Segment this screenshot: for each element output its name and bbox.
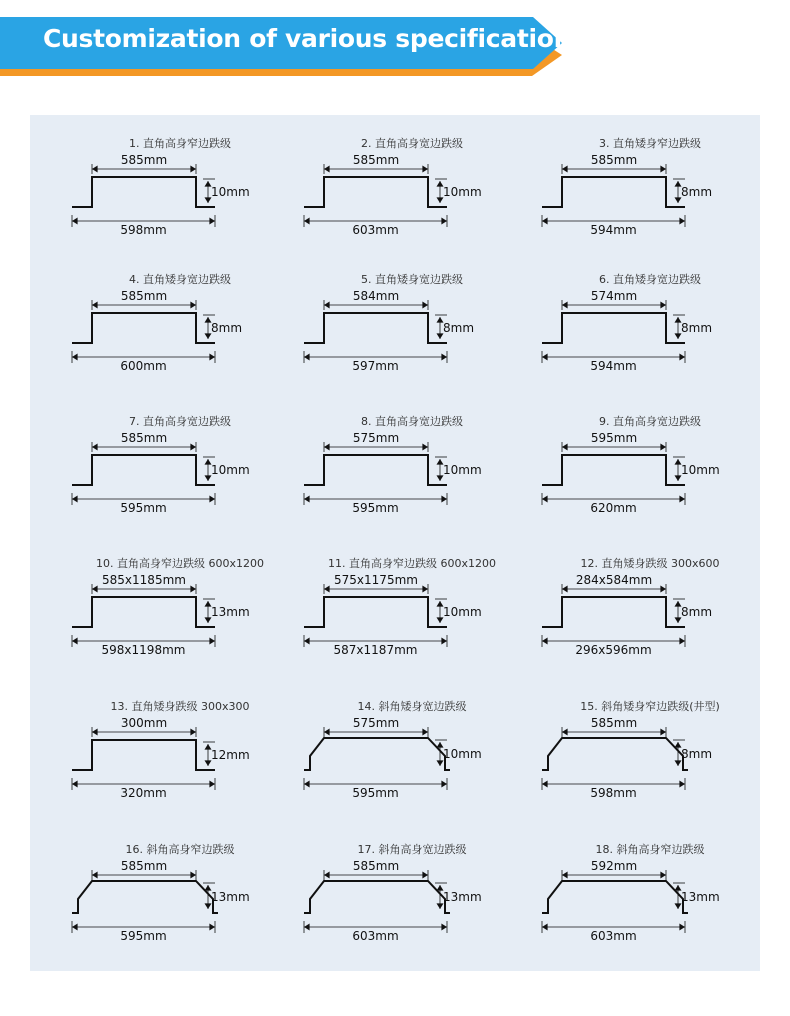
height-label: 10mm (443, 463, 482, 477)
profile-title: 16. 斜角高身窄边跌级 (125, 843, 235, 856)
profile-diagram (60, 841, 300, 983)
profile-outline (304, 177, 447, 207)
bottom-dimension-arrow (72, 638, 78, 645)
height-label: 8mm (681, 747, 713, 761)
top-dimension-arrow (92, 586, 98, 593)
profile-title: 5. 直角矮身宽边跌级 (361, 273, 463, 286)
top-dimension-arrow (562, 444, 568, 451)
top-width-label: 574mm (590, 289, 638, 303)
height-dimension-arrow (205, 903, 212, 909)
bottom-dimension-arrow (72, 924, 78, 931)
bottom-dimension-arrow (209, 218, 215, 225)
bottom-width-label: 595mm (120, 929, 167, 943)
top-dimension-arrow (562, 302, 568, 309)
banner-title: Customization of various specifications (43, 24, 586, 53)
height-label: 10mm (681, 463, 720, 477)
profile-title: 8. 直角高身宽边跌级 (361, 415, 463, 428)
profile-outline (542, 881, 688, 913)
bottom-dimension-arrow (441, 781, 447, 788)
bottom-dimension-arrow (542, 354, 548, 361)
bottom-dimension-arrow (304, 638, 310, 645)
top-dimension-arrow (660, 872, 666, 879)
profile-outline (304, 455, 447, 485)
bottom-dimension-arrow (441, 924, 447, 931)
bottom-dimension-arrow (679, 496, 685, 503)
profile-title: 17. 斜角高身宽边跌级 (357, 843, 467, 856)
profile-title: 12. 直角矮身跌级 300x600 (580, 557, 720, 570)
bottom-dimension-arrow (304, 924, 310, 931)
top-width-label: 300mm (120, 716, 168, 730)
top-dimension-arrow (660, 586, 666, 593)
profile-title: 15. 斜角矮身窄边跌级(井型) (580, 700, 720, 713)
profile-outline (542, 177, 685, 207)
profile-title: 7. 直角高身宽边跌级 (129, 415, 231, 428)
bottom-dimension-arrow (304, 218, 310, 225)
top-dimension-arrow (190, 302, 196, 309)
bottom-width-label: 600mm (120, 359, 167, 373)
bottom-dimension-arrow (542, 638, 548, 645)
top-dimension-arrow (324, 302, 330, 309)
profile-title: 18. 斜角高身窄边跌级 (595, 843, 705, 856)
profile-cell-18 (530, 841, 770, 983)
height-dimension-arrow (675, 903, 682, 909)
height-label: 13mm (211, 890, 250, 904)
bottom-width-label: 598mm (590, 786, 637, 800)
top-dimension-arrow (660, 166, 666, 173)
profile-cell-11 (292, 555, 532, 697)
bottom-width-label: 620mm (590, 501, 637, 515)
bottom-dimension-arrow (72, 496, 78, 503)
top-dimension-arrow (190, 166, 196, 173)
profile-diagram (530, 271, 770, 413)
bottom-width-label: 587x1187mm (333, 643, 418, 657)
bottom-dimension-arrow (542, 218, 548, 225)
top-width-label: 595mm (590, 431, 638, 445)
bottom-dimension-arrow (72, 781, 78, 788)
profile-outline (304, 881, 450, 913)
bottom-dimension-arrow (441, 638, 447, 645)
profile-outline (304, 313, 447, 343)
bottom-dimension-arrow (72, 354, 78, 361)
profile-outline (72, 177, 215, 207)
profile-diagram (530, 413, 770, 555)
profile-cell-2 (292, 135, 532, 277)
bottom-dimension-arrow (679, 781, 685, 788)
height-label: 13mm (211, 605, 250, 619)
bottom-width-label: 595mm (120, 501, 167, 515)
bottom-dimension-arrow (209, 638, 215, 645)
top-dimension-arrow (324, 166, 330, 173)
top-dimension-arrow (92, 166, 98, 173)
top-dimension-arrow (190, 444, 196, 451)
top-dimension-arrow (422, 729, 428, 736)
top-dimension-arrow (92, 444, 98, 451)
height-label: 10mm (211, 185, 250, 199)
profile-title: 2. 直角高身宽边跌级 (361, 137, 463, 150)
top-dimension-arrow (190, 586, 196, 593)
profile-title: 3. 直角矮身窄边跌级 (599, 137, 701, 150)
profile-cell-7 (60, 413, 300, 555)
height-label: 8mm (211, 321, 243, 335)
height-dimension-arrow (437, 903, 444, 909)
bottom-dimension-arrow (679, 218, 685, 225)
top-dimension-arrow (190, 729, 196, 736)
top-width-label: 575mm (352, 716, 400, 730)
profile-cell-3 (530, 135, 770, 277)
bottom-width-label: 595mm (352, 786, 399, 800)
profile-outline (542, 738, 688, 770)
top-dimension-arrow (562, 872, 568, 879)
top-dimension-arrow (422, 444, 428, 451)
bottom-dimension-arrow (542, 924, 548, 931)
height-label: 10mm (443, 605, 482, 619)
top-dimension-arrow (660, 302, 666, 309)
top-dimension-arrow (422, 166, 428, 173)
profile-outline (72, 455, 215, 485)
profile-title: 4. 直角矮身宽边跌级 (129, 273, 231, 286)
top-width-label: 585mm (120, 859, 168, 873)
bottom-dimension-arrow (209, 354, 215, 361)
profile-cell-17 (292, 841, 532, 983)
top-width-label: 584mm (352, 289, 400, 303)
bottom-dimension-arrow (209, 924, 215, 931)
top-dimension-arrow (422, 302, 428, 309)
top-dimension-arrow (562, 586, 568, 593)
top-dimension-arrow (562, 166, 568, 173)
profile-cell-6 (530, 271, 770, 413)
bottom-width-label: 598mm (120, 223, 167, 237)
profile-outline (542, 313, 685, 343)
height-label: 8mm (443, 321, 475, 335)
profile-title: 13. 直角矮身跌级 300x300 (110, 700, 250, 713)
profile-diagram (60, 698, 300, 840)
top-dimension-arrow (562, 729, 568, 736)
top-width-label: 585mm (120, 153, 168, 167)
bottom-dimension-arrow (441, 354, 447, 361)
bottom-dimension-arrow (679, 924, 685, 931)
height-label: 12mm (211, 748, 250, 762)
profile-outline (72, 881, 218, 913)
profile-diagram (60, 413, 300, 555)
profile-cell-1 (60, 135, 300, 277)
top-width-label: 585mm (352, 153, 400, 167)
height-label: 8mm (681, 605, 713, 619)
bottom-width-label: 320mm (120, 786, 167, 800)
bottom-dimension-arrow (209, 781, 215, 788)
bottom-dimension-arrow (542, 781, 548, 788)
specifications-panel (30, 115, 760, 971)
profile-cell-9 (530, 413, 770, 555)
profile-cell-4 (60, 271, 300, 413)
profile-diagram (292, 135, 532, 277)
bottom-dimension-arrow (304, 781, 310, 788)
profile-diagram (60, 271, 300, 413)
top-width-label: 575x1175mm (334, 573, 418, 587)
height-label: 13mm (443, 890, 482, 904)
profile-diagram (292, 841, 532, 983)
bottom-dimension-arrow (441, 496, 447, 503)
bottom-width-label: 603mm (590, 929, 637, 943)
bottom-dimension-arrow (679, 638, 685, 645)
top-dimension-arrow (92, 872, 98, 879)
height-label: 8mm (681, 321, 713, 335)
top-dimension-arrow (92, 302, 98, 309)
profile-outline (304, 738, 450, 770)
profile-cell-5 (292, 271, 532, 413)
bottom-dimension-arrow (304, 354, 310, 361)
profile-diagram (530, 135, 770, 277)
profile-cell-14 (292, 698, 532, 840)
top-dimension-arrow (324, 444, 330, 451)
top-width-label: 585mm (120, 289, 168, 303)
profile-title: 1. 直角高身窄边跌级 (129, 137, 231, 150)
height-dimension-arrow (437, 760, 444, 766)
height-label: 10mm (443, 185, 482, 199)
profile-outline (542, 597, 685, 627)
height-dimension-arrow (675, 760, 682, 766)
top-width-label: 585mm (590, 153, 638, 167)
profile-diagram (292, 413, 532, 555)
profile-outline (304, 597, 447, 627)
height-label: 8mm (681, 185, 713, 199)
bottom-dimension-arrow (72, 218, 78, 225)
bottom-width-label: 603mm (352, 223, 399, 237)
bottom-dimension-arrow (441, 218, 447, 225)
top-dimension-arrow (190, 872, 196, 879)
top-dimension-arrow (324, 872, 330, 879)
profile-title: 6. 直角矮身宽边跌级 (599, 273, 701, 286)
bottom-width-label: 603mm (352, 929, 399, 943)
profile-cell-15 (530, 698, 770, 840)
bottom-width-label: 595mm (352, 501, 399, 515)
top-width-label: 585x1185mm (102, 573, 186, 587)
profile-cell-12 (530, 555, 770, 697)
profile-outline (542, 455, 685, 485)
profile-cell-10 (60, 555, 300, 697)
bottom-dimension-arrow (679, 354, 685, 361)
top-dimension-arrow (660, 729, 666, 736)
top-dimension-arrow (324, 729, 330, 736)
top-dimension-arrow (422, 872, 428, 879)
top-width-label: 592mm (590, 859, 638, 873)
profile-diagram (292, 698, 532, 840)
bottom-width-label: 594mm (590, 359, 637, 373)
profile-title: 10. 直角高身窄边跌级 600x1200 (96, 557, 264, 570)
profile-cell-13 (60, 698, 300, 840)
bottom-dimension-arrow (304, 496, 310, 503)
bottom-width-label: 597mm (352, 359, 399, 373)
profile-diagram (292, 271, 532, 413)
top-width-label: 585mm (120, 431, 168, 445)
height-label: 10mm (443, 747, 482, 761)
top-dimension-arrow (422, 586, 428, 593)
top-width-label: 585mm (352, 859, 400, 873)
profile-outline (72, 313, 215, 343)
bottom-dimension-arrow (542, 496, 548, 503)
height-label: 13mm (681, 890, 720, 904)
bottom-width-label: 296x596mm (575, 643, 652, 657)
profile-title: 14. 斜角矮身宽边跌级 (357, 700, 467, 713)
profile-diagram (530, 841, 770, 983)
top-width-label: 284x584mm (575, 573, 653, 587)
top-dimension-arrow (324, 586, 330, 593)
profile-cell-8 (292, 413, 532, 555)
top-dimension-arrow (92, 729, 98, 736)
profile-title: 9. 直角高身宽边跌级 (599, 415, 701, 428)
bottom-dimension-arrow (209, 496, 215, 503)
bottom-width-label: 594mm (590, 223, 637, 237)
top-dimension-arrow (660, 444, 666, 451)
profile-diagram (60, 135, 300, 277)
height-label: 10mm (211, 463, 250, 477)
profile-title: 11. 直角高身窄边跌级 600x1200 (328, 557, 496, 570)
profile-cell-16 (60, 841, 300, 983)
profile-outline (72, 597, 215, 627)
top-width-label: 585mm (590, 716, 638, 730)
top-width-label: 575mm (352, 431, 400, 445)
profile-diagram (530, 698, 770, 840)
bottom-width-label: 598x1198mm (101, 643, 186, 657)
profile-outline (72, 740, 215, 770)
